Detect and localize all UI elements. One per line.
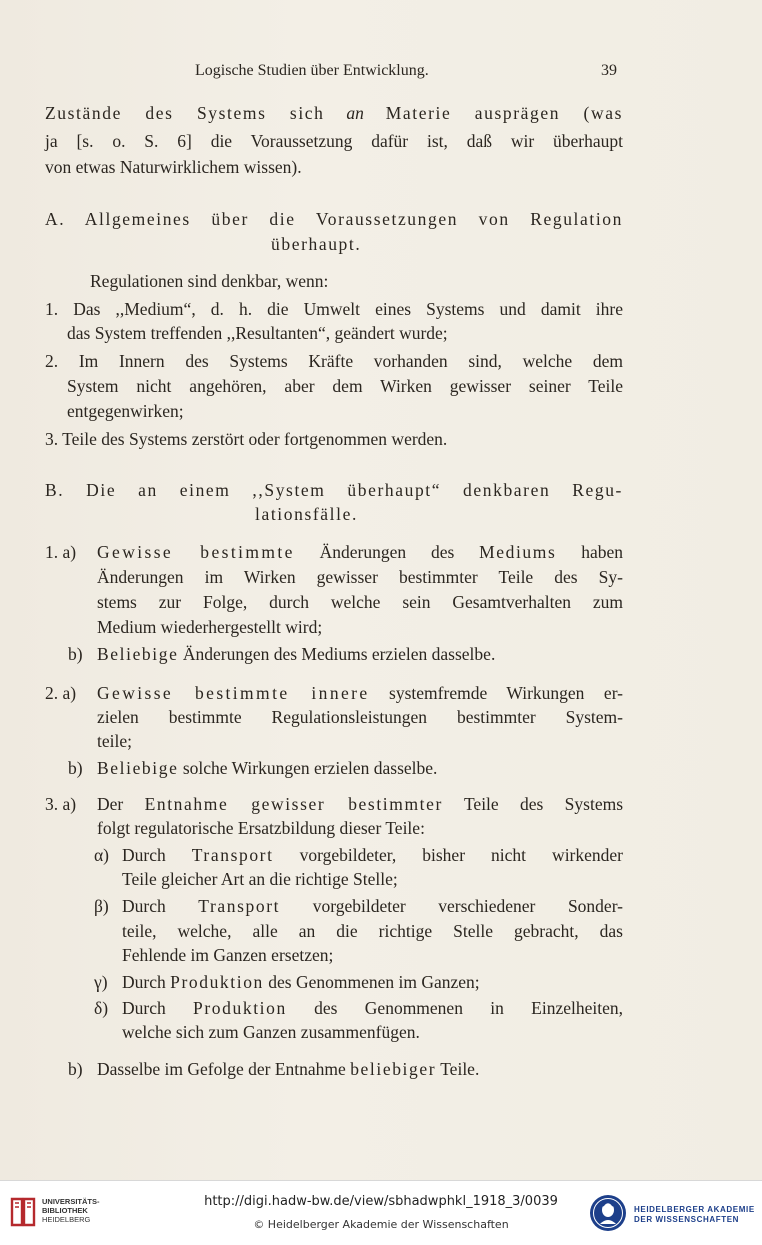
text-line: welche sich zum Ganzen zusammenfügen. — [122, 1022, 420, 1042]
text-line: Der Entnahme gewisser bestimmter Teile des Systems — [97, 794, 624, 814]
item-number: 1. a) — [45, 542, 77, 562]
text-line: Gewisse bestimmte innere systemfremde Wirkungen er- — [97, 683, 623, 703]
item-number: b) — [68, 1059, 83, 1079]
permalink-url[interactable]: http://digi.hadw-bw.de/view/sbhadwphkl_1918_3/0039 — [204, 1194, 558, 1209]
text-line: stems zur Folge, durch welche sein Gesamtverhalten zum — [97, 592, 623, 612]
item-number: b) — [68, 758, 83, 778]
text-line: Teile gleicher Art an die richtige Stelle; — [122, 869, 398, 889]
text-line: Dasselbe im Gefolge der Entnahme beliebiger Teile. — [97, 1059, 480, 1079]
text-line: ja [s. o. S. 6] die Voraussetzung dafür ist, daß wir überhaupt — [45, 131, 623, 151]
list-item: 2. Im Innern des Systems Kräfte vorhanden sind, welche dem — [45, 351, 623, 371]
item-number: γ) — [94, 972, 108, 992]
text-line: von etwas Naturwirklichem wissen). — [45, 157, 302, 177]
list-item: das System treffenden ,,Resultanten“, geändert wurde; — [67, 323, 448, 343]
text-line: Beliebige solche Wirkungen erzielen dasselbe. — [97, 758, 438, 778]
text-line: Durch Produktion des Genommenen im Ganzen; — [122, 972, 480, 992]
item-number: β) — [94, 896, 109, 916]
item-number: b) — [68, 644, 83, 664]
text-line: zielen bestimmte Regulationsleistungen bestimmter System- — [97, 707, 623, 727]
section-heading-b-cont: lationsfälle. — [255, 504, 358, 524]
university-library-name: UNIVERSITÄTS- BIBLIOTHEK HEIDELBERG — [42, 1197, 100, 1224]
text-line: Durch Produktion des Genommenen in Einzelheiten, — [122, 998, 624, 1018]
section-heading-a-cont: überhaupt. — [271, 234, 362, 254]
running-header: Logische Studien über Entwicklung. — [195, 62, 429, 79]
item-number: δ) — [94, 998, 109, 1018]
text-line: Änderungen im Wirken gewisser bestimmter Teile des Sy- — [97, 567, 623, 587]
text-line: Fehlende im Ganzen ersetzen; — [122, 945, 334, 965]
academy-seal-icon[interactable] — [589, 1194, 627, 1232]
page-number: 39 — [601, 62, 617, 79]
text-line: teile, welche, alle an die richtige Stelle gebracht, das — [122, 921, 623, 941]
copyright-notice: © Heidelberger Akademie der Wissenschaften — [253, 1218, 509, 1231]
text-line: Zustände des Systems sich an Materie ausprägen (was — [45, 103, 623, 123]
footer-bar — [0, 1180, 762, 1245]
list-item: 3. Teile des Systems zerstört oder fortgenommen werden. — [45, 429, 448, 449]
item-number: 2. a) — [45, 683, 77, 703]
section-heading-a: A. Allgemeines über die Voraussetzungen von Regulation — [45, 209, 623, 229]
text-line: folgt regulatorische Ersatzbildung dieser Teile: — [97, 818, 425, 838]
section-heading-b: B. Die an einem ,,System überhaupt“ denkbaren Regu- — [45, 480, 623, 500]
text-line: Beliebige Änderungen des Mediums erzielen dasselbe. — [97, 644, 496, 664]
text-line: Gewisse bestimmte Änderungen des Mediums haben — [97, 542, 623, 562]
list-item: System nicht angehören, aber dem Wirken gewisser seiner Teile — [67, 376, 623, 396]
text-line: teile; — [97, 731, 132, 751]
text-line: Durch Transport vorgebildeter, bisher nicht wirkender — [122, 845, 623, 865]
text-line: Medium wiederhergestellt wird; — [97, 617, 323, 637]
text-line: Durch Transport vorgebildeter verschiedener Sonder- — [122, 896, 624, 916]
academy-name: HEIDELBERGER AKADEMIE DER WISSENSCHAFTEN — [634, 1205, 755, 1224]
item-number: α) — [94, 845, 109, 865]
list-item: entgegenwirken; — [67, 401, 184, 421]
list-item: 1. Das ,,Medium“, d. h. die Umwelt eines Systems und damit ihre — [45, 299, 623, 319]
text-line: Regulationen sind denkbar, wenn: — [90, 271, 329, 291]
item-number: 3. a) — [45, 794, 77, 814]
